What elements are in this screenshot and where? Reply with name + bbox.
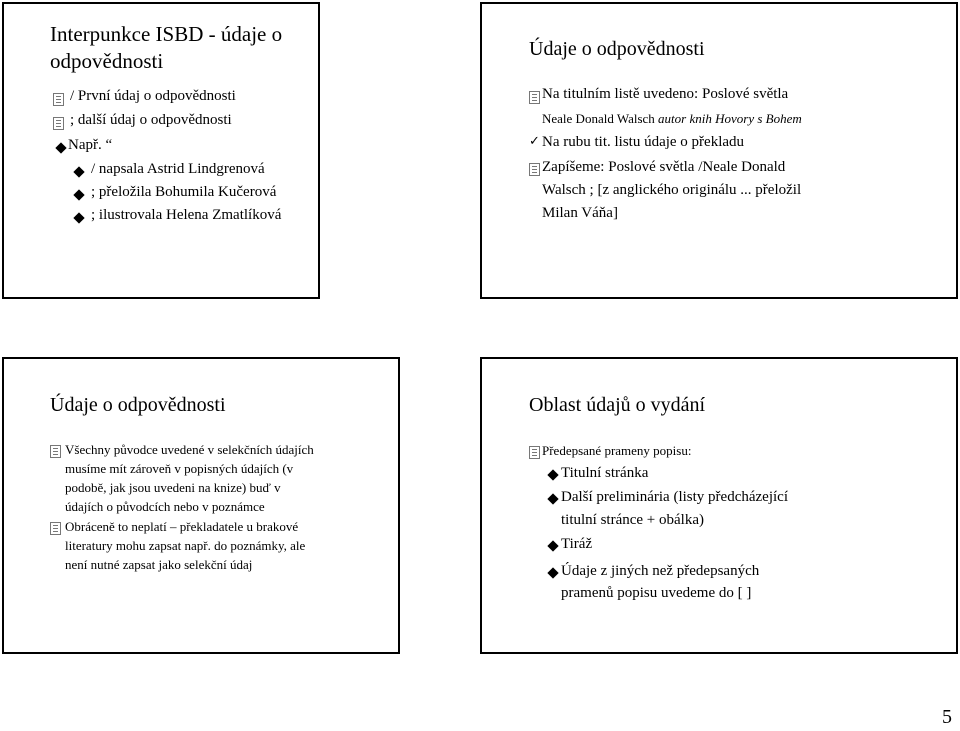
paragraph-line: údajích o původcích nebo v poznámce [65,499,265,514]
paragraph-line: podobě, jak jsou uvedeni na knize) buď v [65,480,281,495]
list-item: Např. “ [68,137,113,153]
slide-title-line1: Interpunkce ISBD - údaje o [50,22,283,46]
document-icon [50,445,61,458]
author-name-text: Neale Donald Walsch [542,111,659,126]
check-icon: ✓ [529,134,540,149]
slide-oblast-vydani [480,357,958,654]
paragraph-line: Obráceně to neplatí – překladatele u brakové [65,519,299,534]
paragraph-line: Všechny původce uvedené v selekčních údajích [65,442,314,457]
list-item-continuation: titulní stránce + obálka) [561,512,704,528]
document-icon [53,117,64,130]
slide-interpunkce [2,2,320,299]
list-item: Na titulním listě uvedeno: Poslové světla [542,86,789,102]
document-icon [50,522,61,535]
list-item-continuation: Milan Váňa] [542,205,618,221]
author-note-italic: autor knih Hovory s Bohem [658,111,802,126]
diamond-bullet-icon [547,540,558,551]
paragraph-line: není nutné zapsat jako selekční údaj [65,557,253,572]
list-item-continuation: Walsch ; [z anglického originálu ... přeložil [542,182,802,198]
paragraph-line: musíme mít zároveň v popisných údajích (v [65,461,294,476]
list-item: Tiráž [561,536,593,552]
document-icon [529,163,540,176]
slide-odpovednosti-rules [2,357,400,654]
list-item: ; další údaj o odpovědnosti [70,112,232,128]
diamond-bullet-icon [55,142,66,153]
slide-title: Údaje o odpovědnosti [529,38,705,60]
paragraph-line: literatury mohu zapsat např. do poznámky, ale [65,538,306,553]
list-item-sub [542,112,802,125]
document-icon [529,446,540,459]
slide-title: Údaje o odpovědnosti [50,394,226,416]
diamond-bullet-icon [73,166,84,177]
document-icon [529,91,540,104]
diamond-bullet-icon [73,212,84,223]
list-item: ; ilustrovala Helena Zmatlíková [91,207,282,223]
slide-odpovednosti-example [480,2,958,299]
list-item: Údaje z jiných než předepsaných [561,563,760,579]
list-item: / napsala Astrid Lindgrenová [91,161,265,177]
slide-title-line2: odpovědnosti [50,49,164,73]
diamond-bullet-icon [73,189,84,200]
list-item: Na rubu tit. listu údaje o překladu [542,134,745,150]
diamond-bullet-icon [547,493,558,504]
diamond-bullet-icon [547,567,558,578]
document-icon [53,93,64,106]
diamond-bullet-icon [547,469,558,480]
list-item: Titulní stránka [561,465,649,481]
list-item: Zapíšeme: Poslové světla /Neale Donald [542,159,786,175]
slide-title: Oblast údajů o vydání [529,394,706,416]
page-number: 5 [942,706,952,728]
list-item-continuation: pramenů popisu uvedeme do [ ] [561,585,752,601]
list-item: Další preliminária (listy předcházející [561,489,788,505]
list-item: Předepsané prameny popisu: [542,443,692,458]
list-item: / První údaj o odpovědnosti [70,88,236,104]
list-item: ; přeložila Bohumila Kučerová [91,184,277,200]
